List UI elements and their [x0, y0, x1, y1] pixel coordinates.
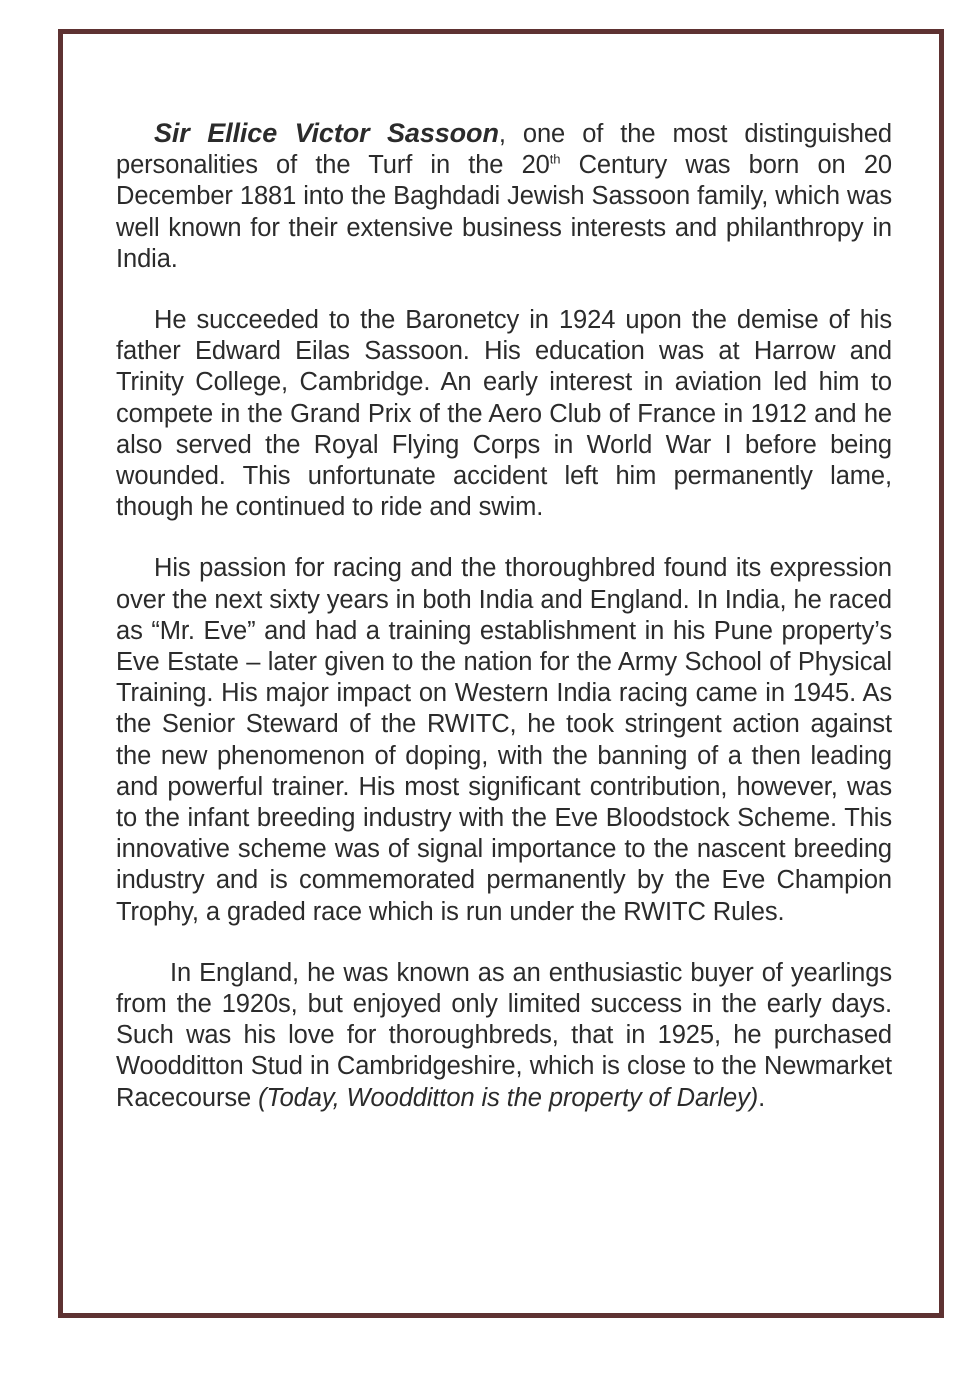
- paragraph-4-italic-note: (Today, Woodditton is the property of Darley): [258, 1083, 759, 1112]
- paragraph-2: He succeeded to the Baronetcy in 1924 upon the demise of his father Edward Eilas Sassoon. His education was at Harrow and Trinity College, Cambridge. An early interest in aviation led him to compete in the Grand Prix of the Aero Club of France in 1912 and he also served the Royal Flying Corps in World War I before being wounded. This unfortunate accident left him permanently lame, though he continued to ride and swim.: [116, 306, 892, 522]
- paragraph-1: [116, 118, 892, 275]
- document-body: [116, 118, 892, 1144]
- ordinal-superscript: th: [549, 151, 561, 167]
- subject-name: Sir Ellice Victor Sassoon: [154, 118, 499, 148]
- paragraph-1-text-a: , one of the most distinguished personalities of the Turf in the 20: [116, 120, 892, 180]
- paragraph-4-text: In England, he was known as an enthusiastic buyer of yearlings from the 1920s, but enjoyed only limited success in the early days. Such was his love for thoroughbreds, that in 1925, he purchased Woodditton Stud in Cambridgeshire, which is close to the Newmarket Racecourse: [116, 958, 892, 1112]
- paragraph-4: [116, 958, 892, 1114]
- paragraph-4-end: .: [758, 1083, 766, 1112]
- paragraph-1-text-b: Century was born on 20 December 1881 into the Baghdadi Jewish Sassoon family, which was well known for their extensive business interests and philanthropy in India.: [116, 151, 892, 273]
- paragraph-3: His passion for racing and the thoroughbred found its expression over the next sixty years in both India and England. In India, he raced as “Mr. Eve” and had a training establishment in his Pune property’s Eve Estate – later given to the nation for the Army School of Physical Training. His major impact on Western India racing came in 1945. As the Senior Steward of the RWITC, he took stringent action against the new phenomenon of doping, with the banning of a then leading and powerful trainer. His most significant contribution, however, was to the infant breeding industry with the Eve Bloodstock Scheme. This innovative scheme was of signal importance to the nascent breeding industry and is commemorated permanently by the Eve Champion Trophy, a graded race which is run under the RWITC Rules.: [116, 554, 892, 926]
